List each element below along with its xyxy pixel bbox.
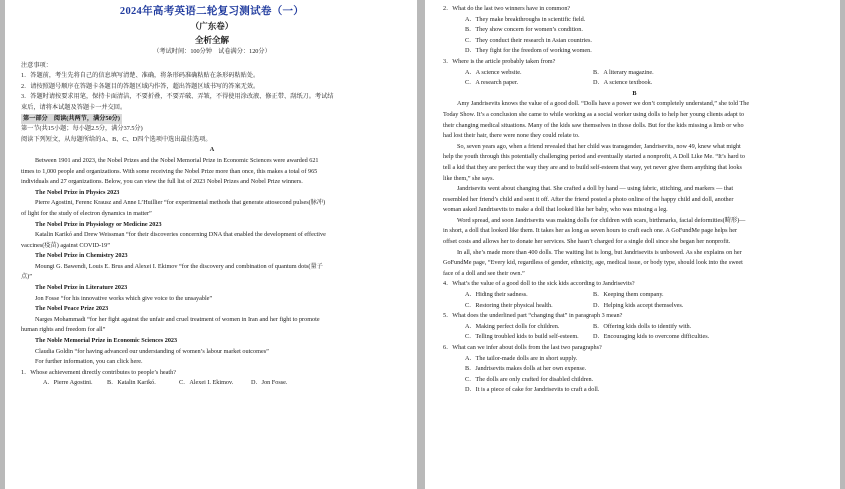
document-page-right <box>425 0 840 489</box>
question-options <box>443 332 826 343</box>
notes-heading: 注意事项： <box>21 61 52 69</box>
question-stem: 1．Whose achievement directly contributes to people’s heath? <box>21 368 176 376</box>
note-line: 1．答题前，考生先将自己的信息填写清楚、准确，将条形码准确粘贴在条形码粘贴处。 <box>21 72 260 80</box>
part-heading-text: 第一部分 阅读(共两节，满分50分) <box>21 114 122 125</box>
option[interactable]: A．The tailor-made dolls are in short supply. <box>465 354 578 362</box>
option[interactable]: B．They show concern for women’s condition. <box>465 26 583 34</box>
passage-line: GoFundMe page, “Every kid, regardless of gender, ethnicity, age, medical issue, or body type, should look into the sweet <box>443 259 743 267</box>
passage-line: help the youth through this potentially challenging period and eventually started a nonprofit, A Doll Like Me. “It’s hard to <box>443 153 745 161</box>
passage-label: B <box>632 89 637 97</box>
note-line: 2．请按照题号顺序在答题卡各题目的答题区域内作答，超出答题区域书写的答案无效。 <box>21 82 260 90</box>
note-line: 3．答题时请按要求用笔，保持卡面清洁，不要折叠，不要弄破、弄皱，不得使用涂改液、修正带、刮纸刀。考试结 <box>21 93 334 101</box>
prize-name: The Nobel Peace Prize 2023 <box>35 305 109 313</box>
option[interactable]: C．Alexei I. Ekimov. <box>179 379 234 387</box>
prize-line: human rights and freedom for all” <box>21 326 106 334</box>
question-stem: 3．Where is the article probably taken from? <box>443 57 556 65</box>
prize-line: Narges Mohammadi “for her fight against the unfair and cruel treatment of women in Iran and her fight to promote <box>35 315 320 323</box>
passage-line: Today Show. It’s a conclusion she came to while working as a social worker using dolls to help her young clients adapt to <box>443 110 745 118</box>
option[interactable]: A．They make breakthroughs in scientific field. <box>465 15 586 23</box>
passage-line: So, seven years ago, when a friend revealed that her child was transgender, Jandrisevits, now 49, knew what might <box>457 142 741 150</box>
prize-line: Jon Fosse “for his innovative works which give voice to the unsayable” <box>35 294 213 302</box>
prize-line: Moungi G. Bawendi, Louis E. Brus and Alexei I. Ekimov “for the discovery and combination of quantum dots(量子 <box>35 262 323 270</box>
passage-label: A <box>209 146 215 154</box>
question-options <box>443 68 826 79</box>
passage-line: their changing medical situations. Many of the kids saw themselves in those dolls. But for the kids missing a limb or who <box>443 121 744 129</box>
option[interactable]: D．It is a piece of cake for Jandrisevits to craft a doll. <box>465 386 600 394</box>
prize-line: Katalin Karikó and Drew Weissman “for their discoveries concerning DNA that enabled the development of effective <box>35 231 326 239</box>
document-page-left <box>5 0 417 489</box>
option[interactable]: A．Making perfect dolls for children. <box>465 322 560 330</box>
passage-line: woman asked Jandrisevits to make a doll that looked like her baby, who was missing a leg. <box>443 206 668 214</box>
more-info-link[interactable]: For further information, you can click here. <box>35 358 143 366</box>
prize-line: of light for the study of electron dynamics in matter” <box>21 209 152 217</box>
option[interactable]: B．A literary magazine. <box>593 68 654 76</box>
exam-region: （广东卷） <box>190 21 234 31</box>
option[interactable]: D．They fight for the freedom of working women. <box>465 47 592 55</box>
passage-line: Jandrisevits went about changing that. She crafted a doll by hand — using fabric, stitching, and markers — that <box>457 185 734 193</box>
option[interactable]: D．Jon Fosse. <box>251 379 288 387</box>
passage-line: individuals and 27 organizations. Below, you can view the full list of 2023 Nobel Prizes and Nobel Prize winners. <box>21 178 303 186</box>
prize-line: Pierre Agostini, Ferenc Krausz and Anne L’Huillier “for experimental methods that generate attosecond pulses(脉冲) <box>35 199 326 207</box>
option[interactable]: B．Jandrisevits makes dolls at her own expense. <box>465 365 587 373</box>
option[interactable]: B．Offering kids dolls to identify with. <box>593 322 692 330</box>
option[interactable]: C．A research paper. <box>465 79 519 87</box>
question-stem: 2．What do the last two winners have in common? <box>443 5 571 12</box>
prize-line: 点)” <box>21 273 32 281</box>
passage-line: like them,” she says. <box>443 174 495 182</box>
option[interactable]: A．A science website. <box>465 68 522 76</box>
passage-line: In all, she’s made more than 400 dolls. The waiting list is long, but Jandrisevits is unbowed. As she explains on her <box>457 248 742 256</box>
passage-line: had lost their hair, there were none they could relate to. <box>443 132 580 140</box>
prize-name: The Nobel Prize in Physics 2023 <box>35 188 120 196</box>
passage-line: face of a doll and see their own.” <box>443 269 525 277</box>
option[interactable]: B．Keeping them company. <box>593 291 664 299</box>
option[interactable]: C．Telling troubled kids to build self-esteem. <box>465 333 579 341</box>
prize-line: Claudia Goldin “for having advanced our understanding of women’s labour market outcomes” <box>35 347 269 355</box>
question-options <box>443 290 826 301</box>
option[interactable]: D．Encouraging kids to overcome difficulties. <box>593 333 710 341</box>
part-heading <box>21 114 403 125</box>
option[interactable]: C．The dolls are only crafted for disabled children. <box>465 375 594 383</box>
passage-line: resembled her friend’s child and sent it off. After the friend posted a photo online of the happy child and doll, another <box>443 195 734 203</box>
section-heading: 第一节(共15小题；每小题2.5分，满分37.5分) <box>21 125 143 133</box>
prize-name: The Nobel Prize in Chemistry 2023 <box>35 252 128 260</box>
passage-line: Amy Jandrisevits knows the value of a good doll. “Dolls have a power we don’t completely understand,” she told The <box>457 100 750 108</box>
option[interactable]: A．Pierre Agostini. <box>43 379 93 387</box>
passage-line: Between 1901 and 2023, the Nobel Prizes and the Nobel Memorial Prize in Economic Sciences were awarded 621 <box>35 156 319 164</box>
prize-name: The Noble Memorial Prize in Economic Sciences 2023 <box>35 337 178 345</box>
question-options <box>443 78 826 89</box>
question-stem: 6．What can we infer about dolls from the last two paragraphs? <box>443 344 602 351</box>
passage-line: tell a kid that they are perfect the way they are and to build self-esteem that way, yet never give them anything that looks <box>443 163 742 171</box>
passage-line: offset costs and allows her to donate her services. She hasn’t charged for a single doll since she began her nonprofit. <box>443 238 731 246</box>
passage-line: in short, a doll that looked like them. It takes her as long as seven hours to craft each one. A GoFundMe page helps her <box>443 227 738 235</box>
note-line: 束后，请将本试题及答题卡一并交回。 <box>21 103 127 111</box>
passage-line: Word spread, and soon Jandrisevits was making dolls for children with scars, birthmarks, facial deformities(畸形)— <box>457 216 746 224</box>
option[interactable]: C．Restoring their physical health. <box>465 301 553 309</box>
exam-title: 2024年高考英语二轮复习测试卷（一） <box>119 6 305 17</box>
option[interactable]: D．Helping kids accept themselves. <box>593 301 684 309</box>
option[interactable]: B．Katalin Karikó. <box>107 379 156 387</box>
passage-line: times to 1,000 people and organizations. With some receiving the Nobel Prize more than once, this makes a total of 965 <box>21 167 318 175</box>
question-stem: 4．What’s the value of a good doll to the sick kids according to Jandrisevits? <box>443 280 635 288</box>
prize-line: vaccines(疫苗) against COVID-19” <box>21 241 111 249</box>
question-options <box>443 301 826 312</box>
prize-name: The Nobel Prize in Physiology or Medicine 2023 <box>35 220 162 228</box>
option[interactable]: A．Hiding their sadness. <box>465 291 528 299</box>
exam-subtitle: 全析全解 <box>194 35 229 45</box>
prize-name: The Nobel Prize in Literature 2023 <box>35 284 128 292</box>
question-stem: 5．What does the underlined part “changing that” in paragraph 3 mean? <box>443 312 623 320</box>
option[interactable]: D．A science textbook. <box>593 79 653 87</box>
instruction: 阅读下列短文，从每题所给的A、B、C、D四个选项中选出最佳选项。 <box>21 135 212 143</box>
question-options <box>21 378 403 389</box>
option[interactable]: C．They conduct their research in Asian countries. <box>465 36 592 44</box>
question-options <box>443 322 826 333</box>
exam-info: （考试时间：100分钟 试卷满分：120分） <box>153 48 271 55</box>
